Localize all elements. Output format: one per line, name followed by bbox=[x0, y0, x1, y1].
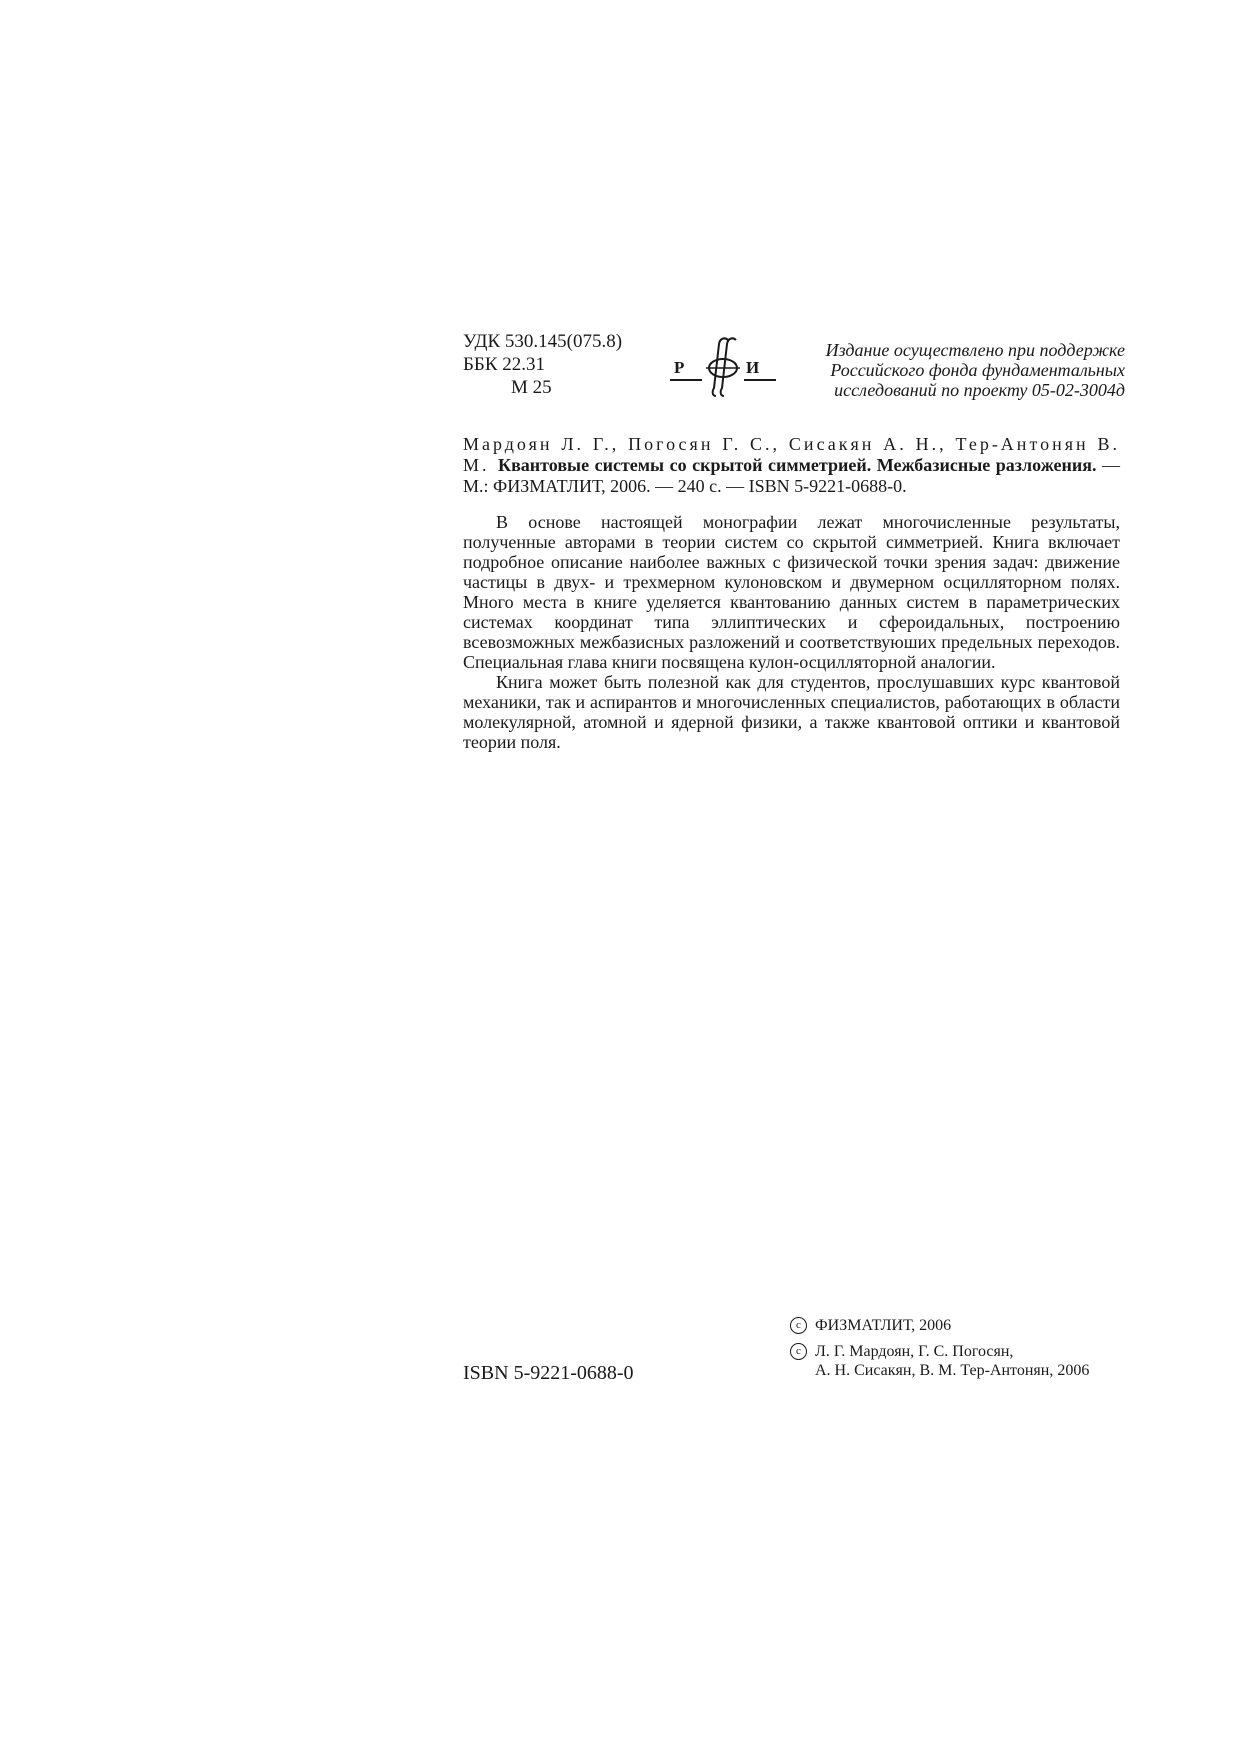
copyright-entry bbox=[790, 1342, 1130, 1380]
bibliographic-record bbox=[463, 434, 1120, 497]
isbn: ISBN 5-9221-0688-0 bbox=[463, 1362, 634, 1384]
copyright-holder: ФИЗМАТЛИТ, 2006 bbox=[815, 1317, 952, 1334]
imprint: — М.: ФИЗМАТЛИТ, 2006. — 240 с. — ISBN 5-9221-0688-0. bbox=[463, 455, 1120, 496]
rffi-logo-icon bbox=[668, 336, 780, 400]
bbk-code: ББК 22.31 bbox=[463, 354, 545, 375]
support-note-line: исследований по проекту 05-02-3004д bbox=[834, 380, 1125, 400]
abstract-paragraph: Книга может быть полезной как для студентов, прослушавших курс квантовой механики, так и аспирантов и многочисленных специалистов, работающих в области молекулярной, атомной и ядерной физики, а также квантовой оптики и квантовой теории поля. bbox=[463, 672, 1120, 752]
udk-code: УДК 530.145(075.8) bbox=[463, 331, 623, 352]
abstract bbox=[463, 512, 1120, 752]
copyright-holder: А. Н. Сисакян, В. М. Тер-Антонян, 2006 bbox=[815, 1362, 1090, 1379]
copyright-icon: c bbox=[790, 1343, 807, 1360]
copyright-block bbox=[790, 1316, 1130, 1387]
authors: Мардоян Л. Г., Погосян Г. С., Сисакян А. Н., Тер-Антонян В. М. bbox=[463, 434, 1120, 475]
copyright-entry bbox=[790, 1316, 1130, 1335]
funding-support-note bbox=[785, 340, 1125, 400]
copyright-icon: c bbox=[790, 1317, 807, 1334]
logo-letter-right: И bbox=[746, 358, 760, 377]
copyright-holder: Л. Г. Мардоян, Г. С. Погосян, bbox=[815, 1343, 1014, 1360]
book-title: Квантовые системы со скрытой симметрией. Межбазисные разложения. bbox=[498, 455, 1102, 475]
logo-letter-left: Р bbox=[674, 358, 685, 377]
abstract-paragraph: В основе настоящей монографии лежат многочисленные результаты, полученные авторами в теории систем со скрытой симметрией. Книга включает подробное описание наиболее важных с физической точки зрения задач: движение частицы в двух- и трехмерном кулоновском и двумерном осцилляторном полях. Много места в книге уделяется квантованию данных систем в параметрических системах координат типа эллиптических и сфероидальных, построению всевозможных межбазисных разложений и соответствуюших предельных переходов. Специальная глава книги посвящена кулон-осцилляторной аналогии. bbox=[463, 512, 1120, 672]
support-note-line: Российского фонда фундаментальных bbox=[830, 360, 1125, 380]
classification-codes bbox=[463, 330, 643, 399]
support-note-line: Издание осуществлено при поддержке bbox=[825, 340, 1125, 360]
author-mark: М 25 bbox=[511, 377, 552, 398]
